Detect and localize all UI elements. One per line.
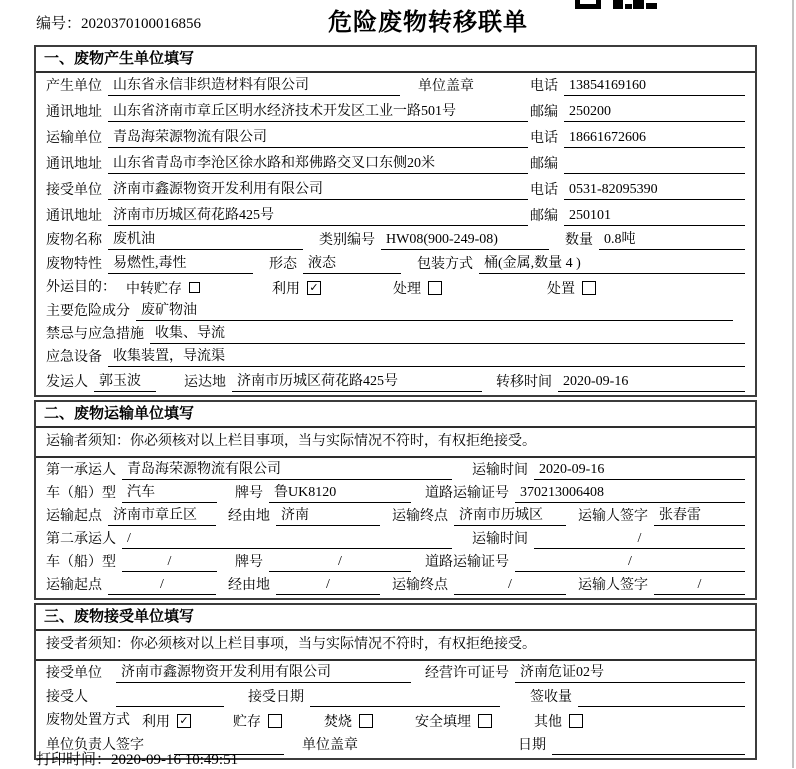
dest-label: 运达地 <box>184 375 226 390</box>
road-permit1-value: 370213006408 <box>515 484 745 503</box>
road-permit-label: 道路运输证号 <box>425 555 509 570</box>
transporter-address-value: 山东省青岛市李沧区徐水路和郑佛路交叉口东侧20米 <box>108 155 528 174</box>
carrier1-label: 第一承运人 <box>46 463 116 478</box>
row-transport-unit <box>36 125 755 151</box>
road-permit2-value: / <box>515 553 745 572</box>
disposal-option-label: 安全填埋 <box>415 714 471 730</box>
dest-value: 济南市历城区荷花路425号 <box>232 373 482 392</box>
head-sign-label: 单位负责人签字 <box>46 738 144 753</box>
transport-time-label: 运输时间 <box>472 463 528 478</box>
row-producer-address <box>36 99 755 125</box>
carrier-sign-label: 运输人签字 <box>578 509 648 524</box>
zip-label: 邮编 <box>530 157 558 172</box>
terminal1-value: 济南市历城区 <box>454 507 566 526</box>
page-right-edge <box>792 0 794 768</box>
producer-address-value: 山东省济南市章丘区明水经济技术开发区工业一路501号 <box>108 103 528 122</box>
row-waste-character <box>36 253 755 277</box>
transport-time-label: 运输时间 <box>472 532 528 547</box>
via2-value: / <box>276 576 380 595</box>
row-producer-unit <box>36 73 755 99</box>
section-producer <box>34 45 757 397</box>
sign2-value: / <box>654 576 745 595</box>
row-route2 <box>36 575 755 598</box>
vehicle2-value: / <box>122 553 217 572</box>
form-label: 形态 <box>269 257 297 272</box>
purpose-option-label: 处置 <box>547 281 575 297</box>
document-number <box>36 12 201 33</box>
via1-value: 济南 <box>276 507 380 526</box>
transporter-zip-group <box>530 155 745 174</box>
checkbox-disposal-storage <box>268 714 282 728</box>
producer-unit-value: 山东省永信非织造材料有限公司 <box>108 77 400 96</box>
row-purpose <box>36 277 755 301</box>
origin1-value: 济南市章丘区 <box>108 507 216 526</box>
address-label: 通讯地址 <box>46 157 102 172</box>
producer-phone-group <box>530 77 745 96</box>
receiver-notice: 接受者须知：你必须核对以上栏目事项，当与实际情况不符时，有权拒绝接受。 <box>36 631 755 661</box>
carrier-sign-label: 运输人签字 <box>578 578 648 593</box>
hazard-value: 废矿物油 <box>136 302 733 321</box>
row-route1 <box>36 506 755 529</box>
accept-unit-value: 济南市鑫源物资开发利用有限公司 <box>116 664 411 683</box>
checkbox-transfer-storage <box>189 282 200 293</box>
carrier1-value: 青岛海荣源物流有限公司 <box>122 461 452 480</box>
purpose-option-label: 中转贮存 <box>126 281 182 297</box>
disposal-option-label: 其他 <box>534 714 562 730</box>
page-title: 危险废物转移联单 <box>328 10 528 36</box>
checkbox-utilize: ✓ <box>307 281 321 295</box>
accept-date-label: 接受日期 <box>248 690 304 705</box>
category-no-value: HW08(900-249-08) <box>381 231 549 250</box>
producer-zip-value: 250200 <box>564 103 745 122</box>
acceptor-label: 接受人 <box>46 690 88 705</box>
print-time-label: 打印时间： <box>36 752 112 768</box>
document-number-label: 编号： <box>36 16 82 32</box>
receiver-address-value: 济南市历城区荷花路425号 <box>108 207 528 226</box>
acceptor-value <box>116 689 224 707</box>
shipper-value: 郭玉波 <box>94 373 156 392</box>
checkbox-dispose <box>582 281 596 295</box>
origin-label: 运输起点 <box>46 509 102 524</box>
purpose-label: 外运目的： <box>46 280 116 295</box>
zip-label: 邮编 <box>530 105 558 120</box>
transport-unit-label: 运输单位 <box>46 131 102 146</box>
row-vehicle1 <box>36 483 755 506</box>
section-transporter-title: 二、废物运输单位填写 <box>36 402 755 428</box>
vehicle-type-label: 车（船）型 <box>46 555 116 570</box>
receiver-phone-value: 0531-82095390 <box>564 181 745 200</box>
row-carrier1 <box>36 458 755 483</box>
carrier2-time-value: / <box>534 530 745 549</box>
transporter-phone-group <box>530 129 745 148</box>
receive-unit-label: 接受单位 <box>46 183 102 198</box>
form-value: 液态 <box>303 255 401 274</box>
producer-unit-label: 产生单位 <box>46 79 102 94</box>
date-label: 日期 <box>518 738 546 753</box>
purpose-option-treat <box>393 278 442 298</box>
waste-name-value: 废机油 <box>108 231 303 250</box>
terminal-label: 运输终点 <box>392 509 448 524</box>
carrier2-label: 第二承运人 <box>46 532 116 547</box>
row-hazard <box>36 301 755 324</box>
document-number-value: 2020370100016856 <box>81 16 202 32</box>
terminal2-value: / <box>454 576 566 595</box>
row-accept-unit <box>36 661 755 686</box>
address-label: 通讯地址 <box>46 105 102 120</box>
row-shipper <box>36 370 755 395</box>
disposal-option-label: 利用 <box>142 714 170 730</box>
manifest-form <box>34 45 757 763</box>
checkbox-treat <box>428 281 442 295</box>
section-receiver <box>34 603 757 760</box>
shipper-label: 发运人 <box>46 375 88 390</box>
zip-label: 邮编 <box>530 209 558 224</box>
print-time <box>36 748 238 769</box>
section-transporter <box>34 400 757 600</box>
unit-seal-label: 单位盖章 <box>418 79 474 94</box>
row-receive-unit <box>36 177 755 203</box>
purpose-option-dispose <box>547 278 596 298</box>
checkbox-disposal-incinerate <box>359 714 373 728</box>
waste-character-label: 废物特性 <box>46 257 102 272</box>
origin-label: 运输起点 <box>46 578 102 593</box>
sign1-value: 张春雷 <box>654 507 745 526</box>
transporter-notice: 运输者须知：你必须核对以上栏目事项，当与实际情况不符时，有权拒绝接受。 <box>36 428 755 458</box>
license-no-value: 济南危证02号 <box>515 664 745 683</box>
phone-label: 电话 <box>530 183 558 198</box>
purpose-option-label: 利用 <box>272 281 300 297</box>
producer-phone-value: 13854169160 <box>564 77 745 96</box>
row-transporter-address <box>36 151 755 177</box>
hazard-label: 主要危险成分 <box>46 304 130 319</box>
row-equipment <box>36 347 755 370</box>
row-vehicle2 <box>36 552 755 575</box>
phone-label: 电话 <box>530 79 558 94</box>
purpose-option-label: 处理 <box>393 281 421 297</box>
receive-unit-value: 济南市鑫源物资开发利用有限公司 <box>108 181 528 200</box>
road-permit-label: 道路运输证号 <box>425 486 509 501</box>
checkbox-disposal-utilize: ✓ <box>177 714 191 728</box>
carrier1-time-value: 2020-09-16 <box>534 461 745 480</box>
unit-seal-label: 单位盖章 <box>302 738 358 753</box>
disposal-option-landfill <box>415 711 492 731</box>
disposal-option-utilize <box>142 711 191 731</box>
plate1-value: 鲁UK8120 <box>269 484 411 503</box>
vehicle1-value: 汽车 <box>122 484 217 503</box>
via-label: 经由地 <box>228 509 270 524</box>
quantity-label: 数量 <box>565 233 593 248</box>
waste-name-label: 废物名称 <box>46 233 102 248</box>
plate-no-label: 牌号 <box>235 486 263 501</box>
license-no-label: 经营许可证号 <box>425 666 509 681</box>
sign-qty-label: 签收量 <box>530 690 572 705</box>
disposal-option-incinerate <box>324 711 373 731</box>
row-emergency <box>36 324 755 347</box>
accept-unit-label: 接受单位 <box>46 666 102 681</box>
date-value <box>552 737 745 755</box>
transfer-time-label: 转移时间 <box>496 375 552 390</box>
disposal-option-label: 贮存 <box>233 714 261 730</box>
plate2-value: / <box>269 553 411 572</box>
carrier2-value: / <box>122 530 452 549</box>
checkbox-disposal-landfill <box>478 714 492 728</box>
via-label: 经由地 <box>228 578 270 593</box>
quantity-value: 0.8吨 <box>599 231 745 250</box>
print-time-value: 2020-09-16 10:49:51 <box>111 752 239 768</box>
checkbox-disposal-other <box>569 714 583 728</box>
category-no-label: 类别编号 <box>319 233 375 248</box>
transfer-time-value: 2020-09-16 <box>558 373 745 392</box>
sign-qty-value <box>578 689 745 707</box>
receiver-zip-value: 250101 <box>564 207 745 226</box>
equipment-value: 收集装置，导流渠 <box>108 348 745 367</box>
row-receiver-address <box>36 203 755 229</box>
receiver-zip-group <box>530 207 745 226</box>
disposal-option-other <box>534 711 583 731</box>
section-receiver-title: 三、废物接受单位填写 <box>36 605 755 631</box>
row-waste-name <box>36 229 755 253</box>
disposal-label: 废物处置方式 <box>46 713 130 728</box>
emergency-value: 收集、导流 <box>150 325 745 344</box>
waste-character-value: 易燃性,毒性 <box>108 255 253 274</box>
accept-date-value <box>310 689 500 707</box>
packing-label: 包装方式 <box>417 257 473 272</box>
origin2-value: / <box>108 576 216 595</box>
terminal-label: 运输终点 <box>392 578 448 593</box>
plate-no-label: 牌号 <box>235 555 263 570</box>
purpose-option-transfer-storage <box>126 278 200 298</box>
packing-value: 桶(金属,数量 4 ) <box>479 255 745 274</box>
emergency-label: 禁忌与应急措施 <box>46 327 144 342</box>
equipment-label: 应急设备 <box>46 350 102 365</box>
phone-label: 电话 <box>530 131 558 146</box>
disposal-option-label: 焚烧 <box>324 714 352 730</box>
transporter-zip-value <box>564 156 745 174</box>
producer-zip-group <box>530 103 745 122</box>
row-carrier2 <box>36 529 755 552</box>
receiver-phone-group <box>530 181 745 200</box>
section-producer-title: 一、废物产生单位填写 <box>36 47 755 73</box>
address-label: 通讯地址 <box>46 209 102 224</box>
row-acceptor <box>36 686 755 710</box>
transport-unit-value: 青岛海荣源物流有限公司 <box>108 129 528 148</box>
disposal-option-storage <box>233 711 282 731</box>
vehicle-type-label: 车（船）型 <box>46 486 116 501</box>
purpose-option-utilize <box>272 278 321 298</box>
transporter-phone-value: 18661672606 <box>564 129 745 148</box>
qr-code-fragment <box>575 0 657 9</box>
row-disposal <box>36 710 755 734</box>
